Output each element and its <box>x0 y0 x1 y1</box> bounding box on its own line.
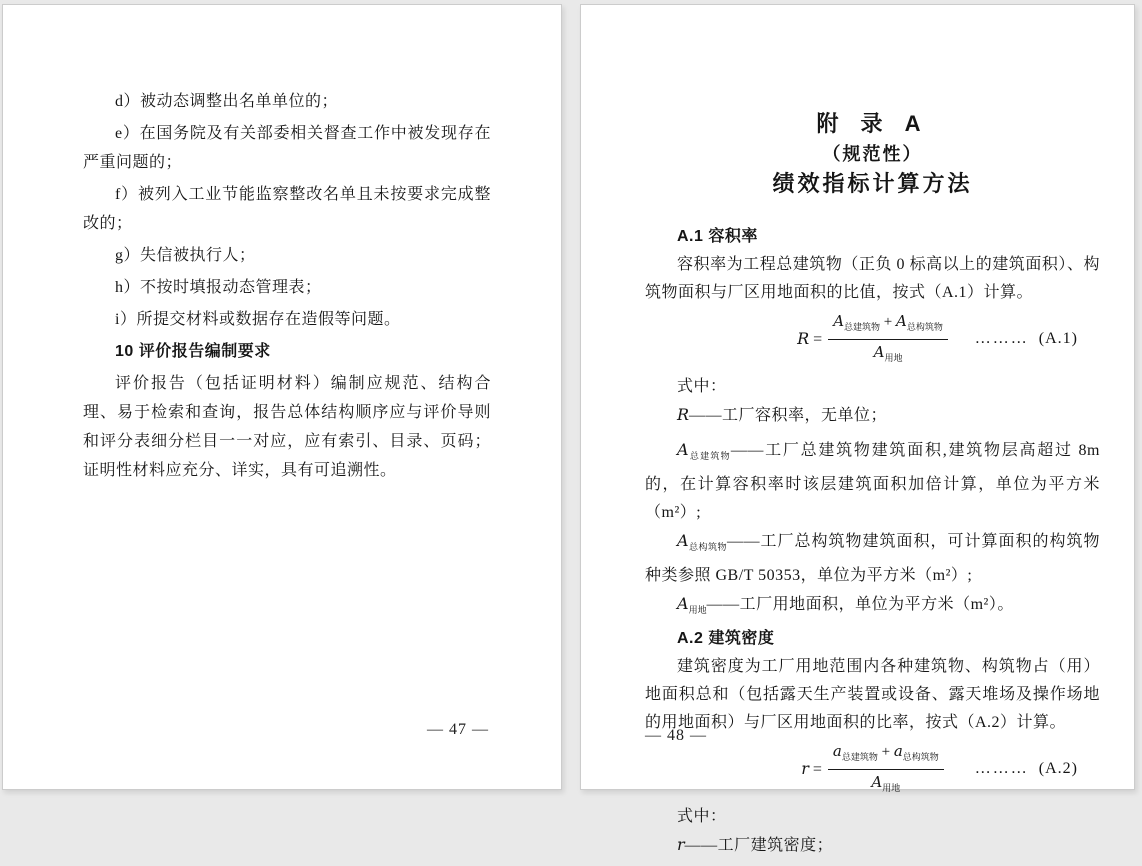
heading-a2: A.2 建筑密度 <box>677 630 775 647</box>
a1-def-R: R——工厂容积率，无单位； <box>677 405 888 424</box>
page-47-content <box>3 5 561 485</box>
appendix-title-line2: （规范性） <box>822 144 923 164</box>
formula-a2-lhs: r = <box>801 758 822 778</box>
a1-def-land: $A_{用地}——$工厂用地面积，单位为平方米（m²）。 <box>677 594 1014 616</box>
list-item-f: f）被列入工业节能监察整改名单且未按要求完成整改的； <box>83 186 491 232</box>
list-item-h: h）不按时填报动态管理表； <box>115 279 322 296</box>
heading-a1: A.1 容积率 <box>677 228 758 245</box>
page-number-47: — 47 — <box>427 721 489 738</box>
a2-paragraph: 建筑密度为工厂用地范围内各种建筑物、构筑物占（用）地面积总和（包括露天生产装置或设备、露天堆场及操作场地的用地面积）与厂区用地面积的比率，按式（A.2）计算。 <box>645 658 1100 731</box>
formula-a1 <box>645 313 1100 365</box>
formula-a2 <box>645 743 1100 795</box>
a1-def-total-building: $A_{总建筑物}——$工厂总建筑物建筑面积,建筑物层高超过 8m 的，在计算容积率时该层建筑面积加倍计算，单位为平方米（m²）; <box>645 440 1100 521</box>
page-48 <box>580 4 1135 854</box>
list-item-d: d）被动态调整出名单单位的； <box>115 93 339 110</box>
a2-def-r: r——工厂建筑密度； <box>677 835 834 854</box>
appendix-title-line1: 附 录 A <box>816 111 929 136</box>
formula-a1-fraction: $\frac{A_{总建筑物} + A_{总构筑物}}{A_{用地}}$ <box>828 310 948 369</box>
list-item-e: e）在国务院及有关部委相关督查工作中被发现存在严重问题的； <box>83 125 491 171</box>
formula-a1-reference: ……… (A.1) <box>974 330 1078 347</box>
formula-a2-fraction: $\frac{a_{总建筑物} + a_{总构筑物}}{A_{用地}}$ <box>828 740 944 799</box>
formula-a2-reference: ……… (A.2) <box>974 760 1078 777</box>
a1-def-total-structure: $A_{总构筑物}——$工厂总构筑物建筑面积，可计算面积的构筑物种类参照 GB/T 50353，单位为平方米（m²）; <box>645 531 1100 584</box>
section-heading-10: 10 评价报告编制要求 <box>115 343 271 360</box>
appendix-title-line3: 绩效指标计算方法 <box>772 171 973 196</box>
section-10-paragraph: 评价报告（包括证明材料）编制应规范、结构合理、易于检索和查询，报告总体结构顺序应与评价导则和评分表细分栏目一一对应，应有索引、目录、页码；证明性材料应充分、详实，具有可追溯性。 <box>83 375 491 479</box>
a1-where-label: 式中： <box>677 378 727 395</box>
page-number-48: — 48 — <box>645 727 707 744</box>
a2-where-label: 式中： <box>677 808 727 825</box>
appendix-title <box>645 109 1100 199</box>
a1-paragraph: 容积率为工程总建筑物（正负 0 标高以上的建筑面积）、构筑物面积与厂区用地面积的比值，按式（A.1）计算。 <box>645 256 1100 301</box>
list-item-i: i）所提交材料或数据存在造假等问题。 <box>115 311 401 328</box>
page-47 <box>2 4 562 790</box>
list-item-g: g）失信被执行人； <box>115 247 256 264</box>
formula-a1-lhs: R = <box>797 328 823 348</box>
